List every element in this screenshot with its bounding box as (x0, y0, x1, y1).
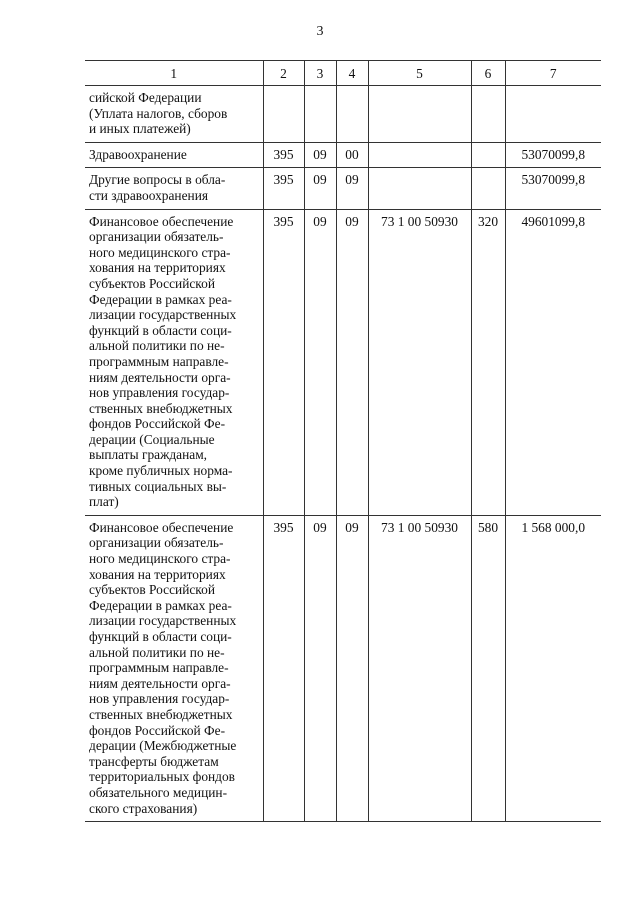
row-name-line: программным направле- (89, 660, 229, 676)
ministry-code-cell: 395 (263, 168, 304, 209)
row-name-line: территориальных фондов (89, 769, 236, 785)
row-name-line: альной политики по не- (89, 644, 225, 660)
row-name-line: фондов Российской Фе- (89, 416, 226, 432)
row-name-line: функций в области соци- (89, 322, 232, 338)
row-name-line: кроме публичных норма- (89, 463, 233, 479)
row-name-line: выплаты гражданам, (89, 447, 208, 463)
row-name-line: Финансовое обеспечение (89, 519, 234, 535)
subsection-code-cell: 09 (336, 209, 368, 515)
row-name-cell (85, 142, 263, 168)
row-name-line: обязательного медицин- (89, 784, 228, 800)
subsection-code-cell: 09 (336, 168, 368, 209)
table-header-row (85, 61, 601, 86)
row-name-line: лизации государственных (89, 307, 237, 323)
budget-table (85, 60, 601, 822)
row-name-line: нов управления государ- (89, 691, 230, 707)
page-number: 3 (316, 24, 324, 39)
row-name-line: субъектов Российской (89, 275, 215, 291)
table-row (85, 86, 601, 143)
row-name-line: ного медицинского стра- (89, 551, 231, 567)
table-row (85, 515, 601, 821)
ministry-code-cell: 395 (263, 209, 304, 515)
amount-cell: 1 568 000,0 (505, 515, 601, 821)
row-name-line: тивных социальных вы- (89, 478, 227, 494)
ministry-code-cell: 395 (263, 142, 304, 168)
row-name-line: ственных внебюджетных (89, 400, 233, 416)
header-cell: 6 (471, 61, 505, 86)
amount-cell: 53070099,8 (505, 168, 601, 209)
row-name-cell (85, 86, 263, 143)
header-cell: 3 (304, 61, 336, 86)
target-article-cell (368, 168, 471, 209)
row-name-line: Другие вопросы в обла- (89, 172, 226, 188)
expense-type-cell: 580 (471, 515, 505, 821)
row-name-line: сти здравоохранения (89, 187, 209, 203)
target-article-cell: 73 1 00 50930 (368, 515, 471, 821)
expense-type-cell: 320 (471, 209, 505, 515)
expense-type-cell (471, 168, 505, 209)
row-name-line: сийской Федерации (89, 90, 202, 105)
row-name-cell (85, 515, 263, 821)
row-name-line: ниям деятельности орга- (89, 675, 231, 691)
header-cell: 2 (263, 61, 304, 86)
subsection-code-cell: 00 (336, 142, 368, 168)
section-code-cell: 09 (304, 209, 336, 515)
amount-cell: 49601099,8 (505, 209, 601, 515)
row-name-line: и иных платежей) (89, 121, 191, 137)
row-name-line: ниям деятельности орга- (89, 369, 231, 385)
row-name-cell (85, 209, 263, 515)
row-name-line: дерации (Межбюджетные (89, 738, 237, 754)
row-name-line: организации обязатель- (89, 535, 224, 551)
target-article-cell: 73 1 00 50930 (368, 209, 471, 515)
section-code-cell: 09 (304, 168, 336, 209)
section-code-cell (304, 86, 336, 143)
row-name-line: Федерации в рамках реа- (89, 291, 232, 307)
header-cell: 5 (368, 61, 471, 86)
row-name-line: фондов Российской Фе- (89, 722, 226, 738)
row-name-line: ского страхования) (89, 800, 198, 816)
amount-cell: 53070099,8 (505, 142, 601, 168)
row-name-line: плат) (89, 494, 119, 510)
row-name-line: ного медицинского стра- (89, 244, 231, 260)
subsection-code-cell (336, 86, 368, 143)
table-row (85, 168, 601, 209)
header-cell: 1 (85, 61, 263, 86)
section-code-cell: 09 (304, 142, 336, 168)
row-name-line: альной политики по не- (89, 338, 225, 354)
row-name-line: нов управления государ- (89, 385, 230, 401)
row-name-line: хования на территориях (89, 566, 226, 582)
ministry-code-cell: 395 (263, 515, 304, 821)
target-article-cell (368, 142, 471, 168)
row-name-line: функций в области соци- (89, 629, 232, 644)
expense-type-cell (471, 86, 505, 143)
expense-type-cell (471, 142, 505, 168)
row-name-line: ственных внебюджетных (89, 706, 233, 722)
row-name-line: Финансовое обеспечение (89, 213, 234, 229)
table-row (85, 209, 601, 515)
row-name-cell (85, 168, 263, 209)
row-name-line: субъектов Российской (89, 582, 215, 598)
row-name-line: лизации государственных (89, 613, 237, 629)
subsection-code-cell: 09 (336, 515, 368, 821)
header-cell: 4 (336, 61, 368, 86)
row-name-line: Здравоохранение (89, 146, 187, 162)
row-name-line: организации обязатель- (89, 229, 224, 245)
row-name-line: трансферты бюджетам (89, 753, 219, 769)
target-article-cell (368, 86, 471, 143)
table-row (85, 142, 601, 168)
row-name-line: программным направле- (89, 353, 229, 369)
row-name-line: хования на территориях (89, 260, 226, 276)
row-name-line: (Уплата налогов, сборов (89, 105, 228, 121)
ministry-code-cell (263, 86, 304, 143)
row-name-line: Федерации в рамках реа- (89, 597, 232, 613)
amount-cell (505, 86, 601, 143)
section-code-cell: 09 (304, 515, 336, 821)
header-cell: 7 (505, 61, 601, 86)
row-name-line: дерации (Социальные (89, 431, 215, 447)
